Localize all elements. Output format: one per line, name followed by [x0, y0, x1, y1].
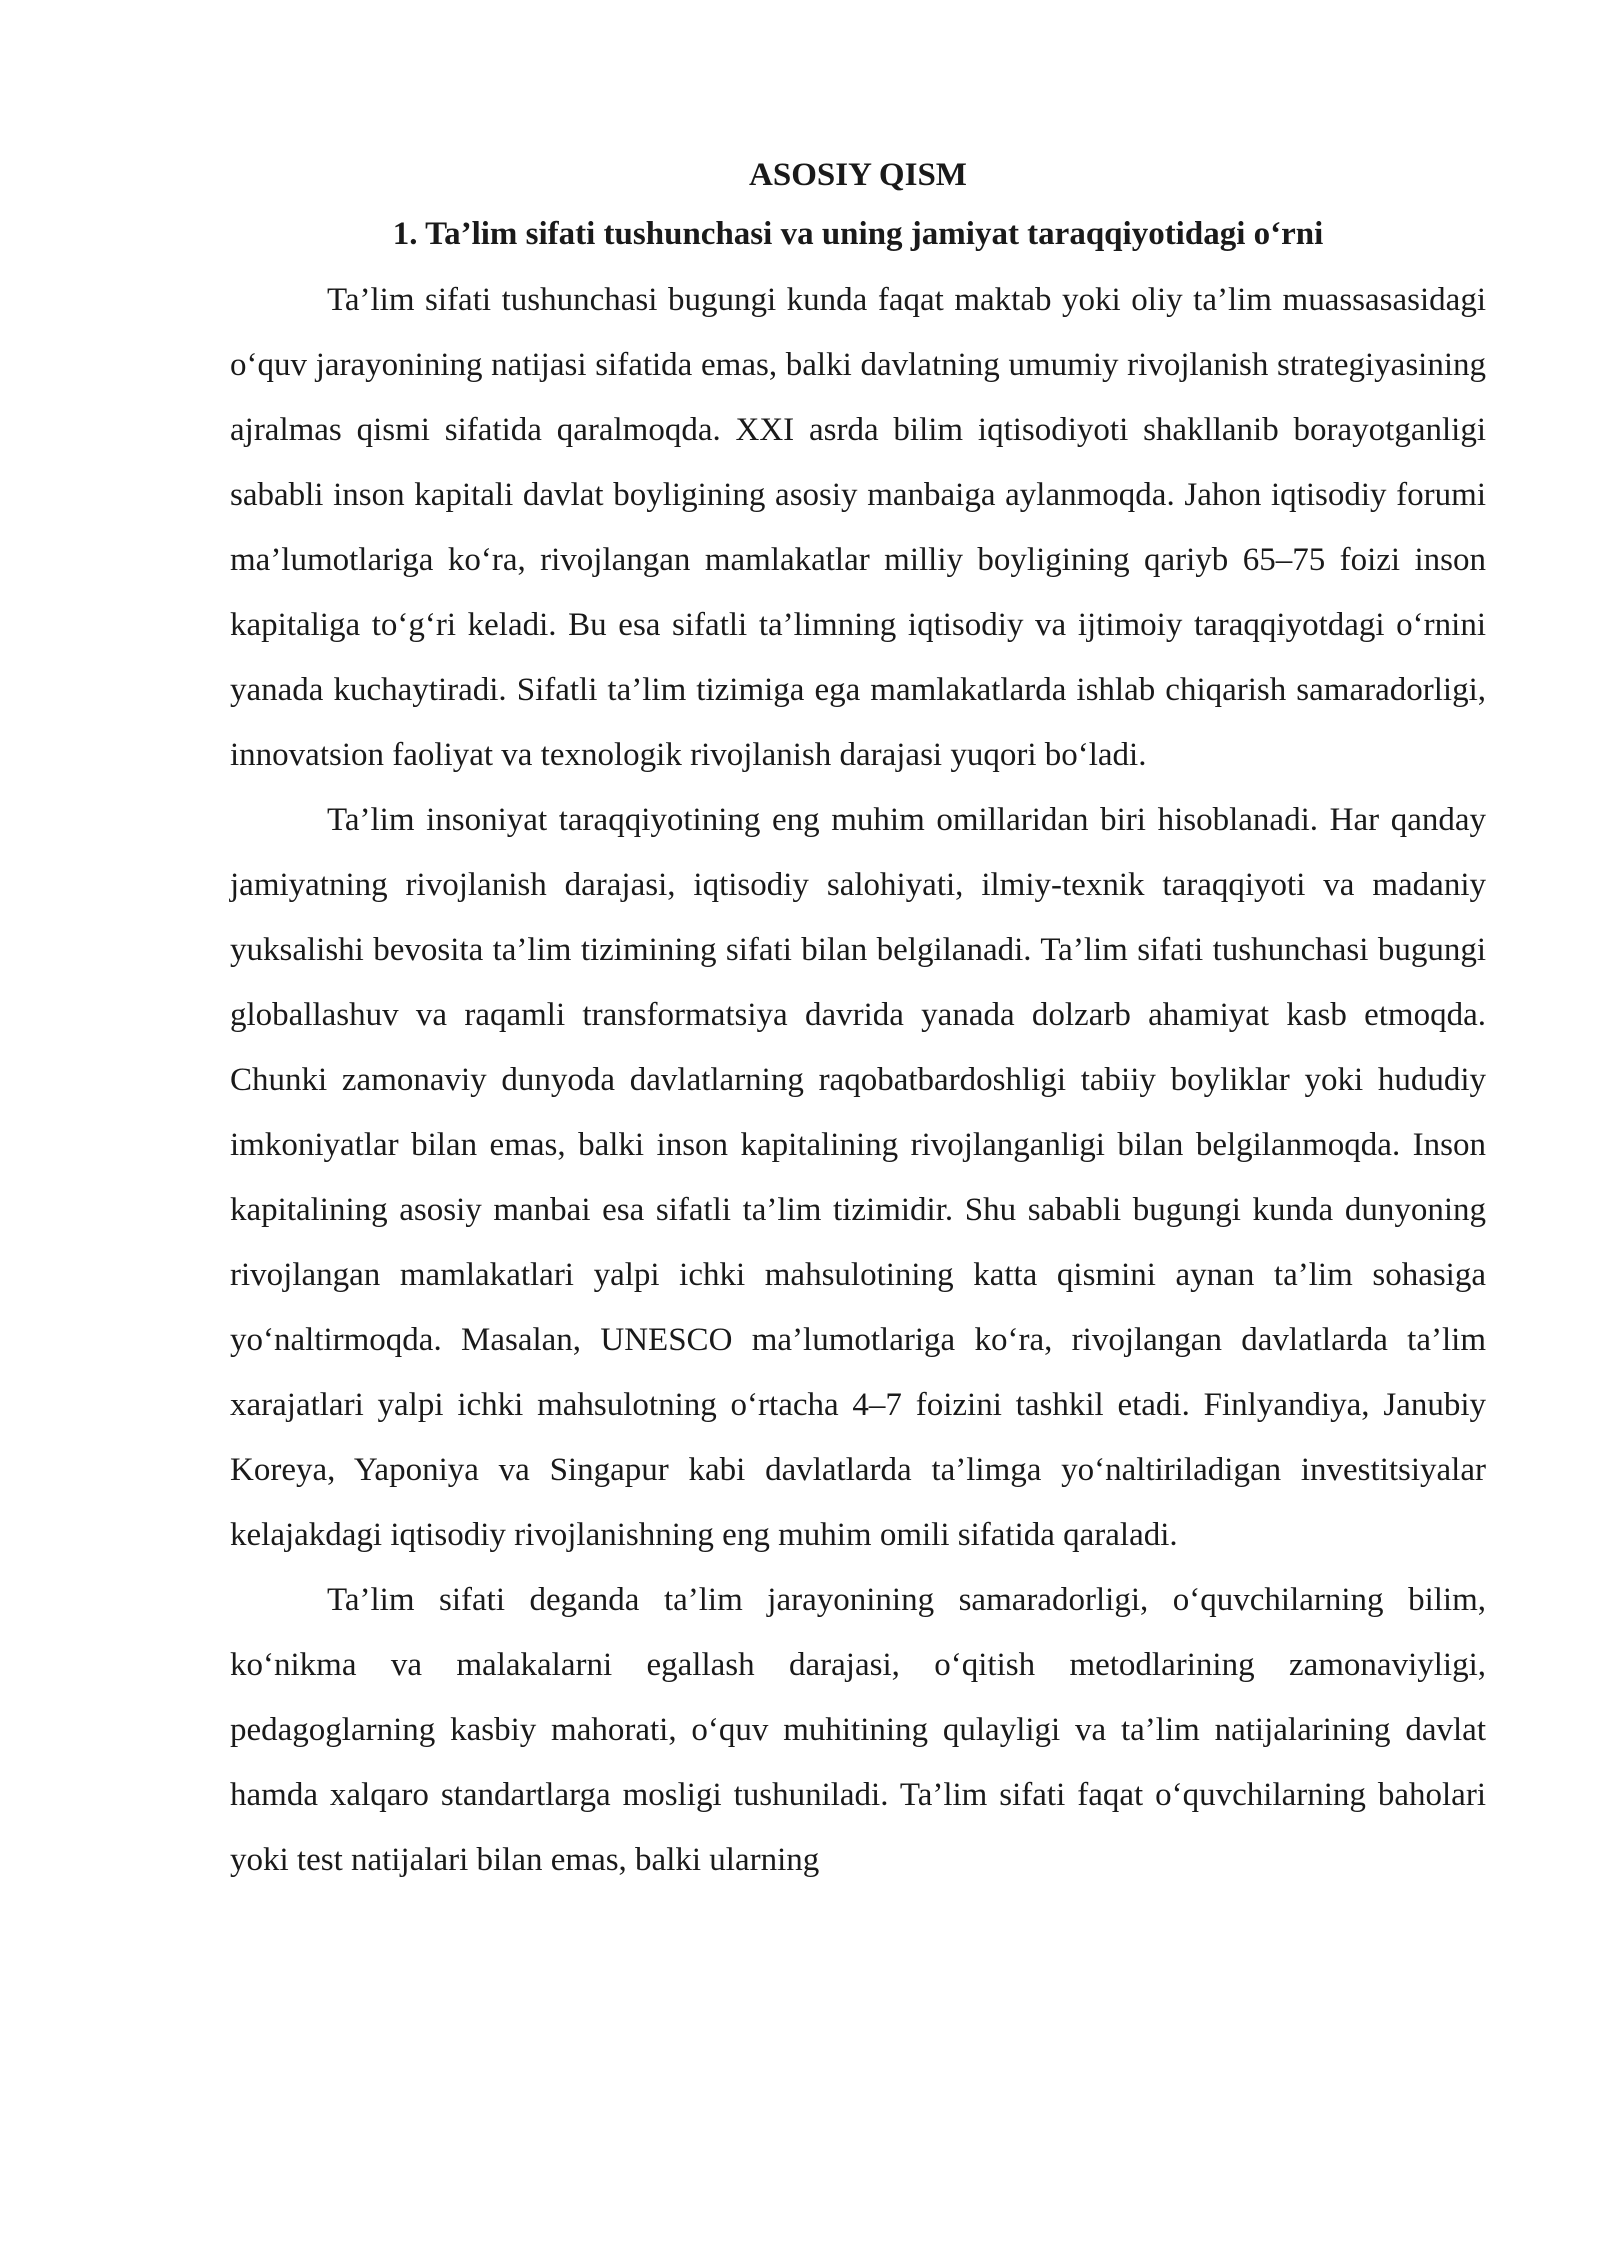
paragraph-3: Ta’lim sifati deganda ta’lim jarayonining samaradorligi, o‘quvchilarning bilim, ko‘nikma va malakalarni egallash darajasi, o‘qitish metodlarining zamonaviyligi, pedagoglarning kasbiy mahorati, o‘quv muhitining qulayligi va ta’lim natijalarining davlat hamda xalqaro standartlarga mosligi tushuniladi. Ta’lim sifati faqat o‘quvchilarning baholari yoki test natijalari bilan emas, balki ularning	[230, 1582, 1486, 1878]
section-heading: 1. Ta’lim sifati tushunchasi va uning jamiyat taraqqiyotidagi o‘rni	[392, 216, 1324, 252]
paragraph-2: Ta’lim insoniyat taraqqiyotining eng muhim omillaridan biri hisoblanadi. Har qanday jamiyatning rivojlanish darajasi, iqtisodiy salohiyati, ilmiy-texnik taraqqiyoti va madaniy yuksalishi bevosita ta’lim tizimining sifati bilan belgilanadi. Ta’lim sifati tushunchasi bugungi globallashuv va raqamli transformatsiya davrida yanada dolzarb ahamiyat kasb etmoqda. Chunki zamonaviy dunyoda davlatlarning raqobatbardoshligi tabiiy boyliklar yoki hududiy imkoniyatlar bilan emas, balki inson kapitalining rivojlanganligi bilan belgilanmoqda. Inson kapitalining asosiy manbai esa sifatli ta’lim tizimidir. Shu sababli bugungi kunda dunyoning rivojlangan mamlakatlari yalpi ichki mahsulotining katta qismini aynan ta’lim sohasiga yo‘naltirmoqda. Masalan, UNESCO ma’lumotlariga ko‘ra, rivojlangan davlatlarda ta’lim xarajatlari yalpi ichki mahsulotning o‘rtacha 4–7 foizini tashkil etadi. Finlyandiya, Janubiy Koreya, Yaponiya va Singapur kabi davlatlarda ta’limga yo‘naltiriladigan investitsiyalar kelajakdagi iqtisodiy rivojlanishning eng muhim omili sifatida qaraladi.	[230, 802, 1486, 1553]
page-content	[230, 150, 1486, 1893]
page-title: ASOSIY QISM	[749, 157, 967, 193]
paragraph-1: Ta’lim sifati tushunchasi bugungi kunda faqat maktab yoki oliy ta’lim muassasasidagi o‘quv jarayonining natijasi sifatida emas, balki davlatning umumiy rivojlanish strategiyasining ajralmas qismi sifatida qaralmoqda. XXI asrda bilim iqtisodiyoti shakllanib borayotganligi sababli inson kapitali davlat boyligining asosiy manbaiga aylanmoqda. Jahon iqtisodiy forumi ma’lumotlariga ko‘ra, rivojlangan mamlakatlar milliy boyligining qariyb 65–75 foizi inson kapitaliga to‘g‘ri keladi. Bu esa sifatli ta’limning iqtisodiy va ijtimoiy taraqqiyotdagi o‘rnini yanada kuchaytiradi. Sifatli ta’lim tizimiga ega mamlakatlarda ishlab chiqarish samaradorligi, innovatsion faoliyat va texnologik rivojlanish darajasi yuqori bo‘ladi.	[230, 282, 1486, 773]
